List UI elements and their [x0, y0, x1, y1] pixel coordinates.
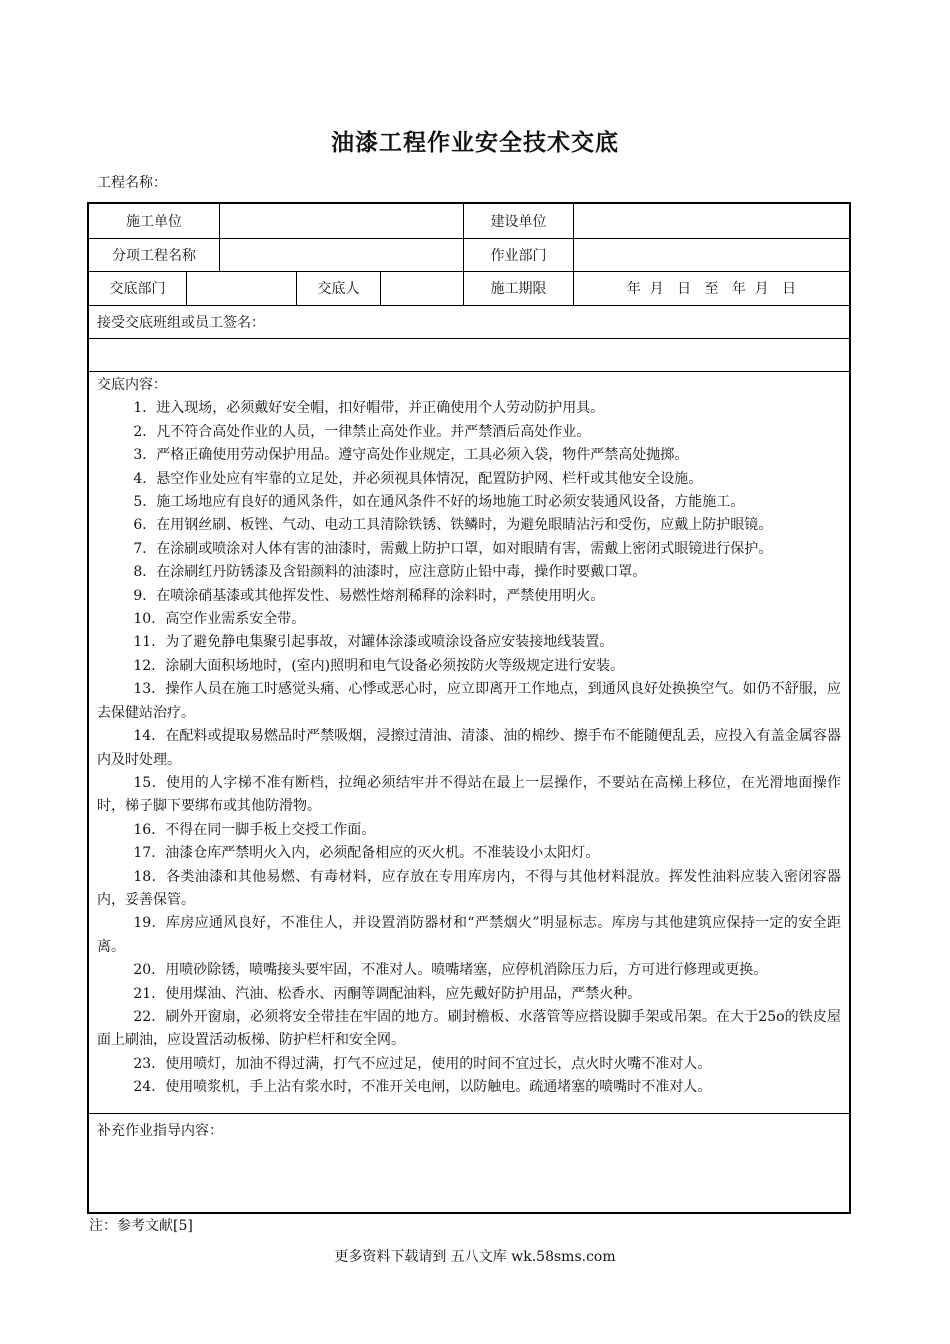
content-item: 3．严格正确使用劳动保护用品。遵守高处作业规定，工具必须入袋，物件严禁高处抛掷。	[133, 447, 689, 464]
sub-project-field[interactable]	[220, 238, 464, 271]
content-item: 24．使用喷浆机，手上沾有浆水时，不准开关电闸，以防触电。疏通堵塞的喷嘴时不准对人。	[133, 1079, 712, 1096]
handover-dept-field[interactable]	[187, 271, 297, 305]
content-item: 13．操作人员在施工时感觉头痛、心悸或恶心时，应立即离开工作地点，到通风良好处换换空气。如仍不舒服，应去保健站治疗。	[97, 681, 841, 721]
period-label: 施工期限	[464, 271, 574, 305]
work-dept-label: 作业部门	[464, 238, 574, 271]
footer-link[interactable]: 更多资料下载请到 五八文库 wk.58sms.com	[334, 1249, 616, 1265]
content-item: 9．在喷涂硝基漆或其他挥发性、易燃性熔剂稀释的涂料时，严禁使用明火。	[133, 587, 605, 604]
content-item: 7．在涂刷或喷涂对人体有害的油漆时，需戴上防护口罩，如对眼睛有害，需戴上密闭式眼镜进行保护。	[133, 540, 773, 557]
project-name-label: 工程名称：	[97, 175, 167, 191]
content-item: 21．使用煤油、汽油、松香水、丙酮等调配油料，应先戴好防护用品，严禁火种。	[133, 985, 642, 1002]
handover-person-field[interactable]	[381, 271, 464, 305]
content-item: 12．涂刷大面积场地时，(室内)照明和电气设备必须按防火等级规定进行安装。	[133, 657, 625, 674]
handover-dept-label: 交底部门	[89, 271, 187, 305]
content-item: 17．油漆仓库严禁明火入内，必须配备相应的灭火机。不准装设小太阳灯。	[133, 845, 600, 862]
content-item: 11．为了避免静电集聚引起事故，对罐体涂漆或喷涂设备应安装接地线装置。	[133, 634, 614, 651]
reference-note: 注：参考文献[5]	[89, 1218, 193, 1234]
content-item: 20．用喷砂除锈，喷嘴接头要牢固，不准对人。喷嘴堵塞，应停机消除压力后，方可进行修理或更换。	[133, 962, 768, 979]
owner-unit-label: 建设单位	[464, 204, 574, 238]
signature-label-row	[89, 305, 849, 339]
sub-project-label: 分项工程名称	[89, 238, 220, 271]
content-item: 22．刷外开窗扇，必须将安全带挂在牢固的地方。刷封檐板、水落管等应搭设脚手架或吊架。在大于25o的铁皮屋面上刷油，应设置活动板梯、防护栏杆和安全网。	[97, 1008, 841, 1049]
content-item: 16．不得在同一脚手板上交授工作面。	[133, 821, 376, 838]
signature-label: 接受交底班组或员工签名：	[97, 314, 265, 331]
construction-unit-field[interactable]	[220, 204, 464, 238]
content-item: 1．进入现场，必须戴好安全帽，扣好帽带，并正确使用个人劳动防护用具。	[133, 400, 605, 417]
period-value: 年 月 日 至 年 月 日	[626, 281, 797, 297]
content-item: 23．使用喷灯，加油不得过满，打气不应过足，使用的时间不宜过长，点火时火嘴不准对人。	[133, 1055, 712, 1072]
handover-content	[89, 371, 849, 1114]
signature-field[interactable]	[89, 338, 849, 372]
handover-person-label: 交底人	[297, 271, 381, 305]
form-row-handover	[89, 271, 849, 306]
form-row-units	[89, 204, 849, 239]
supplement-label: 补充作业指导内容：	[97, 1123, 223, 1139]
content-item: 14．在配料或提取易燃品时严禁吸烟，浸擦过清油、清漆、油的棉纱、擦手布不能随便乱丢，应投入有盖金属容器内及时处理。	[97, 728, 841, 768]
content-item: 4．悬空作业处应有牢靠的立足处，并必须视具体情况，配置防护网、栏杆或其他安全设施。	[133, 470, 703, 487]
page-title: 油漆工程作业安全技术交底	[331, 129, 619, 156]
owner-unit-field[interactable]	[574, 204, 849, 238]
content-item: 15．使用的人字梯不准有断档，拉绳必须结牢并不得站在最上一层操作，不要站在高梯上移位，在光滑地面操作时，梯子脚下要绑布或其他防滑物。	[97, 774, 841, 815]
content-item: 18．各类油漆和其他易燃、有毒材料，应存放在专用库房内，不得与其他材料混放。挥发性油料应装入密闭容器内，妥善保管。	[97, 868, 841, 908]
content-item: 6．在用钢丝刷、板锉、气动、电动工具清除铁锈、铁鳞时，为避免眼睛沾污和受伤，应戴上防护眼镜。	[133, 517, 773, 534]
content-item: 8．在涂刷红丹防锈漆及含铅颜料的油漆时，应注意防止铅中毒，操作时要戴口罩。	[133, 564, 647, 581]
content-heading: 交底内容：	[97, 377, 167, 393]
handover-form	[87, 202, 851, 1214]
construction-unit-label: 施工单位	[89, 204, 220, 238]
content-item: 5．施工场地应有良好的通风条件，如在通风条件不好的场地施工时必须安装通风设备，方能施工。	[133, 494, 745, 511]
content-item: 19．库房应通风良好，不准住人，并设置消防器材和“严禁烟火”明显标志。库房与其他建筑应保持一定的安全距离。	[97, 915, 841, 955]
content-item: 10．高空作业需系安全带。	[133, 611, 306, 628]
content-item: 2．凡不符合高处作业的人员，一律禁止高处作业。并严禁酒后高处作业。	[133, 423, 591, 440]
work-dept-field[interactable]	[574, 238, 849, 271]
form-row-project	[89, 238, 849, 272]
